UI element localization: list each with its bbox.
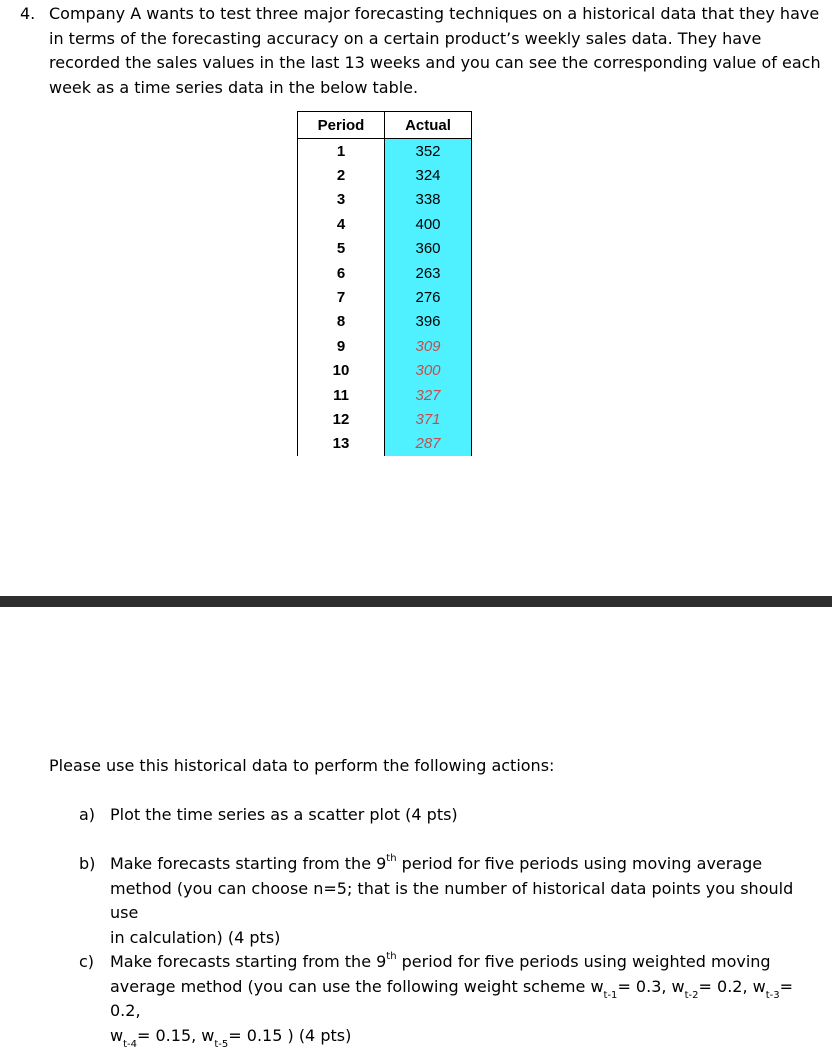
ordinal-superscript: th bbox=[386, 852, 397, 864]
actual-cell: 263 bbox=[385, 261, 472, 285]
actual-cell: 287 bbox=[385, 432, 472, 456]
table-row bbox=[298, 359, 472, 383]
question-line-2: in terms of the forecasting accuracy on a certain product’s weekly sales data. They have bbox=[49, 28, 762, 48]
table-row bbox=[298, 188, 472, 212]
task-b-label: b) bbox=[79, 854, 96, 873]
weight-subscript: t-1 bbox=[603, 989, 618, 1001]
period-cell: 10 bbox=[298, 359, 385, 383]
task-c-label: c) bbox=[79, 952, 95, 971]
period-cell: 7 bbox=[298, 285, 385, 309]
table-row bbox=[298, 432, 472, 456]
actual-cell: 338 bbox=[385, 188, 472, 212]
task-b-line-2: method (you can choose n=5; that is the number of historical data points you should use bbox=[110, 878, 794, 922]
task-c-line-3: $w_{t-4}= 0.15$, $w_{t-5}= 0.15$ ) (4 pts) bbox=[110, 1025, 352, 1050]
task-c bbox=[79, 950, 799, 1048]
ordinal-superscript: th bbox=[386, 950, 397, 962]
weight-subscript: t-4 bbox=[123, 1038, 137, 1050]
period-cell: 9 bbox=[298, 334, 385, 358]
section-divider bbox=[0, 596, 832, 607]
sales-data-table bbox=[297, 111, 472, 456]
table-body bbox=[298, 139, 472, 457]
period-cell: 2 bbox=[298, 163, 385, 187]
actual-cell: 396 bbox=[385, 310, 472, 334]
task-a bbox=[79, 803, 799, 828]
question-line-4: week as a time series data in the below table. bbox=[49, 77, 419, 97]
task-a-label: a) bbox=[79, 805, 96, 824]
actual-cell: 352 bbox=[385, 139, 472, 164]
actual-cell: 300 bbox=[385, 359, 472, 383]
task-b-line-1: Make forecasts starting from the 9th period for five periods using moving average bbox=[110, 852, 763, 873]
period-cell: 8 bbox=[298, 310, 385, 334]
period-cell: 1 bbox=[298, 139, 385, 164]
task-b bbox=[79, 852, 799, 950]
actual-cell: 324 bbox=[385, 163, 472, 187]
table-row bbox=[298, 407, 472, 431]
table-row bbox=[298, 163, 472, 187]
weight-subscript: t-2 bbox=[684, 989, 699, 1001]
period-cell: 4 bbox=[298, 212, 385, 236]
period-cell: 11 bbox=[298, 383, 385, 407]
task-b-line-3: in calculation) (4 pts) bbox=[110, 927, 281, 947]
table-row bbox=[298, 383, 472, 407]
task-c-line-1: Make forecasts starting from the 9th period for five periods using weighted moving bbox=[110, 950, 771, 971]
period-cell: 5 bbox=[298, 237, 385, 261]
question-line-1: Company A wants to test three major forecasting techniques on a historical data that they have bbox=[49, 4, 820, 23]
actual-cell: 371 bbox=[385, 407, 472, 431]
weight-subscript: t-3 bbox=[765, 989, 780, 1001]
actual-cell: 309 bbox=[385, 334, 472, 358]
question-number: 4. bbox=[20, 4, 36, 23]
table-row bbox=[298, 310, 472, 334]
period-cell: 6 bbox=[298, 261, 385, 285]
period-cell: 13 bbox=[298, 432, 385, 456]
task-c-line-2: average method (you can use the following weight scheme $w_{t-1}= 0.3$, $w_{t-2}= 0.2$, $w_{t-3}= 0.2$, bbox=[110, 976, 794, 1020]
table-row bbox=[298, 334, 472, 358]
period-cell: 3 bbox=[298, 188, 385, 212]
table-header-row bbox=[298, 112, 472, 139]
table-row bbox=[298, 237, 472, 261]
actual-cell: 360 bbox=[385, 237, 472, 261]
table-row bbox=[298, 139, 472, 164]
question-line-3: recorded the sales values in the last 13 weeks and you can see the corresponding value of each bbox=[49, 53, 821, 72]
header-actual: Actual bbox=[385, 112, 472, 139]
period-cell: 12 bbox=[298, 407, 385, 431]
actual-cell: 400 bbox=[385, 212, 472, 236]
task-a-text: Plot the time series as a scatter plot (4 pts) bbox=[110, 805, 458, 824]
actual-cell: 276 bbox=[385, 285, 472, 309]
question-text bbox=[20, 2, 820, 100]
weight-subscript: t-5 bbox=[214, 1038, 229, 1050]
table-row bbox=[298, 212, 472, 236]
actual-cell: 327 bbox=[385, 383, 472, 407]
header-period: Period bbox=[298, 112, 385, 139]
table-row bbox=[298, 261, 472, 285]
table-row bbox=[298, 285, 472, 309]
instructions-intro: Please use this historical data to perform the following actions: bbox=[49, 756, 555, 775]
